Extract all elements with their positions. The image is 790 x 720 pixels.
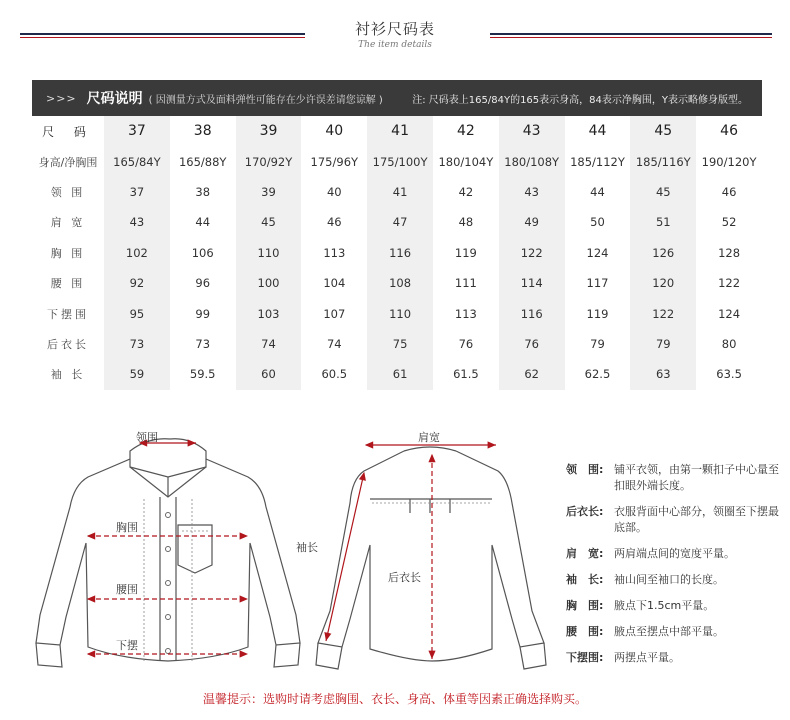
table-cell: 76	[458, 336, 474, 351]
table-cell: 42	[456, 123, 475, 140]
front-shirt-outline	[36, 439, 300, 667]
table-cell: 99	[195, 306, 211, 321]
table-cell: 43	[499, 177, 565, 207]
note-value: 腋点至摆点中部平量。	[614, 625, 724, 638]
table-cell: 62	[499, 359, 565, 389]
table-cell: 165/84Y	[104, 146, 170, 176]
table-cell: 104	[323, 276, 346, 291]
note-key: 下摆围:	[566, 651, 604, 664]
note-item	[566, 462, 781, 494]
table-cell: 41	[367, 177, 433, 207]
table-cell: 111	[454, 276, 477, 291]
table-bar-note: ( 因测量方式及面料弹性可能存在少许误差请您谅解 )	[148, 94, 383, 106]
table-cell: 39	[236, 116, 302, 146]
measurement-notes	[566, 462, 781, 676]
table-header-bar	[32, 80, 762, 116]
table-cell: 60.5	[321, 367, 348, 382]
table-bar-right-note: 注: 尺码表上165/84Y的165表示身高，84表示净胸围，Y表示略修身版型。	[412, 94, 748, 106]
table-cell: 44	[195, 215, 211, 230]
row-label: 肩 宽	[50, 216, 86, 230]
table-cell: 43	[499, 116, 565, 146]
table-cell: 50	[590, 215, 605, 230]
table-cell: 59	[104, 359, 170, 389]
row-label: 尺 码	[42, 124, 94, 139]
table-row	[32, 238, 762, 268]
table-cell: 79	[630, 329, 696, 359]
table-cell: 45	[236, 207, 302, 237]
table-cell: 107	[323, 306, 346, 321]
table-row	[32, 268, 762, 298]
table-row	[32, 329, 762, 359]
table-cell: 73	[195, 336, 211, 351]
table-cell: 170/92Y	[236, 146, 302, 176]
table-cell: 110	[236, 238, 302, 268]
label-shoulder: 肩宽	[418, 431, 440, 444]
table-cell: 92	[104, 268, 170, 298]
note-value: 两摆点平量。	[614, 651, 680, 664]
note-value: 腋点下1.5cm平量。	[614, 599, 715, 612]
row-label: 后衣长	[47, 337, 89, 351]
table-cell: 79	[590, 336, 605, 351]
page-subtitle: The item details	[358, 40, 432, 50]
note-key: 袖 长:	[566, 573, 604, 586]
table-cell: 100	[236, 268, 302, 298]
label-back-length: 后衣长	[388, 571, 421, 584]
row-label: 胸 围	[50, 246, 86, 260]
row-label: 领 围	[50, 185, 86, 199]
table-bar-title: 尺码说明	[86, 91, 143, 107]
table-cell: 45	[630, 116, 696, 146]
note-key: 胸 围:	[566, 599, 604, 612]
row-label: 身高/净胸围	[38, 155, 98, 169]
table-cell: 185/116Y	[630, 146, 696, 176]
table-cell: 106	[191, 245, 214, 260]
table-row	[32, 146, 762, 176]
table-cell: 110	[367, 298, 433, 328]
table-cell: 116	[499, 298, 565, 328]
table-cell: 180/104Y	[438, 154, 494, 169]
table-cell: 95	[104, 298, 170, 328]
table-cell: 41	[367, 116, 433, 146]
chevrons-right-icon: >>>	[46, 91, 77, 105]
header	[0, 0, 790, 60]
table-cell: 63	[630, 359, 696, 389]
note-item	[566, 546, 781, 562]
note-key: 肩 宽:	[566, 547, 604, 560]
table-cell: 116	[367, 238, 433, 268]
page-title: 衬衫尺码表	[354, 20, 435, 38]
note-key: 腰 围:	[566, 625, 604, 638]
table-cell: 40	[326, 184, 342, 199]
footer-tip: 温馨提示：选购时请考虑胸围、衣长、身高、体重等因素正确选择购买。	[202, 692, 587, 706]
table-cell: 46	[720, 123, 738, 140]
table-cell: 59.5	[189, 367, 216, 382]
table-cell: 37	[104, 177, 170, 207]
table-cell: 180/108Y	[499, 146, 565, 176]
table-cell: 74	[326, 336, 342, 351]
table-cell: 60	[236, 359, 302, 389]
table-cell: 113	[454, 306, 477, 321]
note-value: 袖山间至袖口的长度。	[614, 573, 724, 586]
table-cell: 119	[586, 306, 609, 321]
note-value: 衣服背面中心部分，领圈至下摆最底部。	[614, 505, 779, 534]
table-row	[32, 298, 762, 328]
table-cell: 51	[630, 207, 696, 237]
note-value: 两肩端点间的宽度平量。	[614, 547, 735, 560]
size-grid	[32, 116, 762, 390]
table-cell: 46	[721, 184, 737, 199]
note-item	[566, 650, 781, 666]
table-cell: 45	[630, 177, 696, 207]
label-waist: 腰围	[116, 583, 138, 596]
table-cell: 108	[367, 268, 433, 298]
table-cell: 124	[718, 306, 741, 321]
table-cell: 80	[721, 336, 737, 351]
table-cell: 40	[325, 123, 344, 140]
table-cell: 190/120Y	[701, 154, 757, 169]
table-cell: 47	[367, 207, 433, 237]
note-item	[566, 504, 781, 536]
table-cell: 52	[721, 215, 737, 230]
table-cell: 42	[458, 184, 474, 199]
table-cell: 126	[630, 238, 696, 268]
table-cell: 114	[499, 268, 565, 298]
row-label: 腰 围	[50, 277, 86, 291]
note-key: 领 围:	[566, 463, 604, 476]
table-cell: 37	[104, 116, 170, 146]
size-table	[32, 80, 762, 390]
table-row	[32, 359, 762, 389]
row-label: 下摆围	[47, 307, 89, 321]
table-cell: 62.5	[584, 367, 611, 382]
table-cell: 96	[195, 276, 211, 291]
table-cell: 128	[718, 245, 741, 260]
table-cell: 102	[104, 238, 170, 268]
table-cell: 74	[236, 329, 302, 359]
table-cell: 48	[458, 215, 474, 230]
table-cell: 76	[499, 329, 565, 359]
note-item	[566, 598, 781, 614]
table-cell: 46	[326, 215, 342, 230]
note-value: 铺平衣领，由第一颗扣子中心量至扣眼外端长度。	[614, 463, 779, 492]
table-cell: 43	[104, 207, 170, 237]
table-cell: 63.5	[716, 367, 742, 382]
row-label: 袖 长	[50, 368, 86, 382]
table-cell: 122	[499, 238, 565, 268]
table-row	[32, 116, 762, 146]
label-chest: 胸围	[116, 521, 138, 534]
note-key: 后衣长:	[566, 505, 604, 518]
back-shirt-outline	[316, 447, 546, 669]
table-cell: 38	[193, 123, 212, 140]
table-cell: 44	[588, 123, 607, 140]
table-row	[32, 207, 762, 237]
table-cell: 165/88Y	[178, 154, 227, 169]
table-cell: 122	[718, 276, 741, 291]
table-cell: 185/112Y	[570, 154, 625, 169]
table-cell: 113	[323, 245, 346, 260]
table-cell: 122	[630, 298, 696, 328]
note-item	[566, 572, 781, 588]
table-cell: 120	[630, 268, 696, 298]
label-hem: 下摆	[116, 639, 138, 652]
label-sleeve: 袖长	[296, 541, 318, 554]
table-cell: 103	[236, 298, 302, 328]
table-cell: 61	[367, 359, 433, 389]
table-cell: 117	[586, 276, 609, 291]
label-collar: 领围	[136, 431, 158, 444]
table-cell: 73	[104, 329, 170, 359]
table-cell: 61.5	[453, 367, 479, 382]
table-cell: 44	[590, 184, 605, 199]
table-cell: 175/96Y	[310, 154, 359, 169]
table-row	[32, 177, 762, 207]
table-cell: 124	[586, 245, 609, 260]
table-cell: 49	[499, 207, 565, 237]
table-cell: 75	[367, 329, 433, 359]
note-item	[566, 624, 781, 640]
table-cell: 38	[195, 184, 211, 199]
table-cell: 119	[454, 245, 477, 260]
table-cell: 175/100Y	[367, 146, 433, 176]
table-cell: 39	[236, 177, 302, 207]
